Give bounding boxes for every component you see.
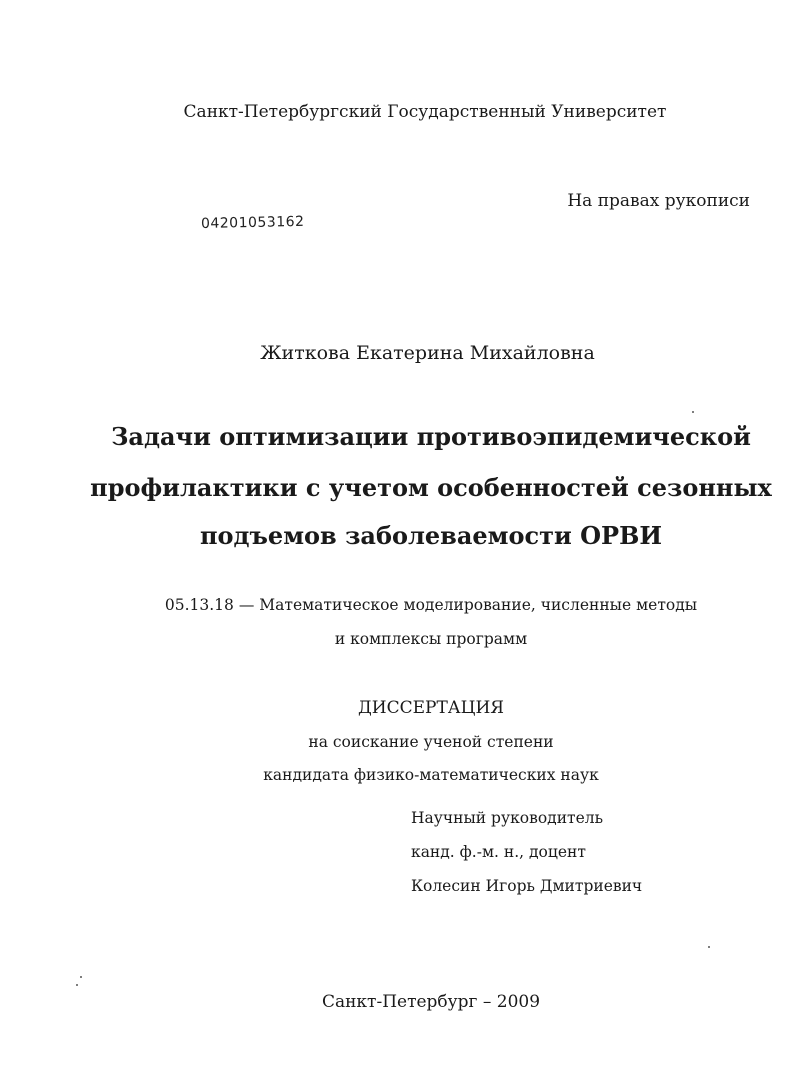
supervisor-name: Колесин Игорь Дмитриевич <box>411 877 643 895</box>
degree-line-1: на соискание ученой степени <box>308 733 554 751</box>
scan-speck <box>76 984 78 986</box>
scan-speck <box>708 946 710 948</box>
author-name: Житкова Екатерина Михайловна <box>260 342 595 364</box>
supervisor-rank: канд. ф.-м. н., доцент <box>411 843 586 861</box>
specialty-line-2: и комплексы программ <box>334 630 528 648</box>
city-year: Санкт-Петербург – 2009 <box>321 992 541 1012</box>
rights-note: На правах рукописи <box>567 191 750 211</box>
university-name: Санкт-Петербургский Государственный Университет <box>183 102 667 122</box>
work-type: ДИССЕРТАЦИЯ <box>357 698 505 718</box>
library-stamp-code: 04201053162 <box>200 213 305 232</box>
scan-speck <box>692 411 694 413</box>
supervisor-label: Научный руководитель <box>411 809 604 827</box>
degree-line-2: кандидата физико-математических наук <box>263 766 599 784</box>
thesis-title-line-2: профилактики с учетом особенностей сезонных <box>90 473 772 502</box>
specialty-line-1: 05.13.18 — Математическое моделирование, численные методы <box>164 596 698 614</box>
thesis-title-line-3: подъемов заболеваемости ОРВИ <box>199 521 663 550</box>
scan-speck <box>80 976 82 978</box>
thesis-title-line-1: Задачи оптимизации противоэпидемической <box>111 422 751 451</box>
